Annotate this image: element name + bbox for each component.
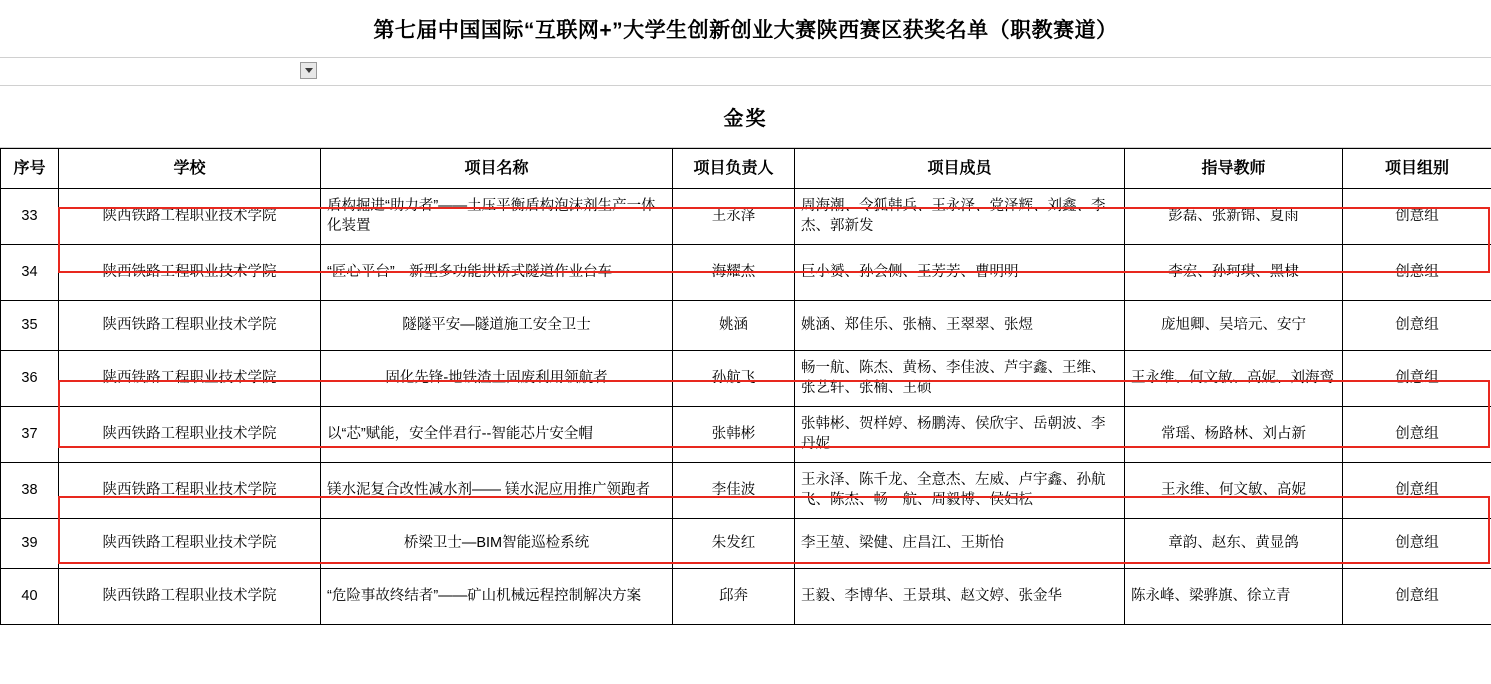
cell-school: 陕西铁路工程职业技术学院: [59, 351, 321, 407]
table-row: [1, 189, 1491, 245]
cell-group: 创意组: [1343, 407, 1491, 463]
cell-teachers: 彭磊、张新锦、夏雨: [1125, 189, 1343, 245]
cell-teachers: 王永维、何文敏、高妮、刘海鸾: [1125, 351, 1343, 407]
table-row: [1, 301, 1491, 351]
title-band: [0, 0, 1491, 58]
column-header-group: 项目组别: [1343, 149, 1491, 189]
table-row: [1, 245, 1491, 301]
cell-members: 王毅、李博华、王景琪、赵文婷、张金华: [795, 569, 1125, 625]
cell-project: 固化先锋-地铁渣土固废利用领航者: [321, 351, 673, 407]
column-header-teacher: 指导教师: [1125, 149, 1343, 189]
cell-index: 37: [1, 407, 59, 463]
award-section-band: [0, 86, 1491, 148]
table-row: [1, 463, 1491, 519]
table-row: [1, 519, 1491, 569]
cell-leader: 邱奔: [673, 569, 795, 625]
cell-school: 陕西铁路工程职业技术学院: [59, 189, 321, 245]
marker-row: [0, 58, 1491, 86]
cell-leader: 张韩彬: [673, 407, 795, 463]
column-header-project: 项目名称: [321, 149, 673, 189]
cell-index: 34: [1, 245, 59, 301]
cell-teachers: 常瑶、杨路林、刘占新: [1125, 407, 1343, 463]
cell-teachers: 陈永峰、梁骅旗、徐立青: [1125, 569, 1343, 625]
cell-teachers: 王永维、何文敏、高妮: [1125, 463, 1343, 519]
cell-teachers: 庞旭卿、吴培元、安宁: [1125, 301, 1343, 351]
cell-group: 创意组: [1343, 189, 1491, 245]
cell-school: 陕西铁路工程职业技术学院: [59, 519, 321, 569]
cell-group: 创意组: [1343, 519, 1491, 569]
cell-group: 创意组: [1343, 301, 1491, 351]
column-header-index: 序号: [1, 149, 59, 189]
cell-group: 创意组: [1343, 569, 1491, 625]
chevron-down-icon[interactable]: [300, 62, 317, 79]
cell-index: 33: [1, 189, 59, 245]
cell-index: 40: [1, 569, 59, 625]
award-section-title: 金奖: [723, 108, 768, 130]
caret-shape: [305, 68, 313, 73]
cell-school: 陕西铁路工程职业技术学院: [59, 407, 321, 463]
cell-group: 创意组: [1343, 463, 1491, 519]
cell-school: 陕西铁路工程职业技术学院: [59, 301, 321, 351]
cell-leader: 李佳波: [673, 463, 795, 519]
cell-members: 畅一航、陈杰、黄杨、李佳波、芦宇鑫、王维、张艺轩、张楠、王硕: [795, 351, 1125, 407]
winners-table: [0, 148, 1491, 625]
cell-teachers: 李宏、孙珂琪、黑棣: [1125, 245, 1343, 301]
table-row: [1, 351, 1491, 407]
cell-members-text: 王永泽、陈千龙、全意杰、左威、卢宇鑫、孙航飞、陈杰、畅一航、周毅博、侯妇枟: [801, 471, 1106, 508]
cell-members: 李王堃、梁健、庄昌江、王斯怡: [795, 519, 1125, 569]
cell-leader: 王永泽: [673, 189, 795, 245]
page-title: 第七届中国国际“互联网+”大学生创新创业大赛陕西赛区获奖名单（职教赛道）: [373, 18, 1118, 42]
cell-members: [795, 463, 1125, 519]
cell-school: 陕西铁路工程职业技术学院: [59, 245, 321, 301]
column-header-leader: 项目负责人: [673, 149, 795, 189]
cell-project: 盾构掘进“助力者”——土压平衡盾构泡沫剂生产一体化装置: [321, 189, 673, 245]
table-row: [1, 407, 1491, 463]
table-header-row: [1, 149, 1491, 189]
cell-leader: 朱发红: [673, 519, 795, 569]
cell-members: 巨小赟、孙会侧、王芳芳、曹明明: [795, 245, 1125, 301]
cell-school: 陕西铁路工程职业技术学院: [59, 569, 321, 625]
cell-group: 创意组: [1343, 245, 1491, 301]
cell-index: 36: [1, 351, 59, 407]
table-row: [1, 569, 1491, 625]
cell-project: 桥梁卫士—BIM智能巡检系统: [321, 519, 673, 569]
cell-members: 张韩彬、贺样婷、杨鹏涛、侯欣宇、岳朝波、李丹妮: [795, 407, 1125, 463]
cell-project: 隧隧平安—隧道施工安全卫士: [321, 301, 673, 351]
column-header-school: 学校: [59, 149, 321, 189]
cell-project: “匠心平台”—新型多功能拱桥式隧道作业台车: [321, 245, 673, 301]
cell-group: 创意组: [1343, 351, 1491, 407]
cell-leader: 海耀杰: [673, 245, 795, 301]
cell-teachers: 章韵、赵东、黄显鸽: [1125, 519, 1343, 569]
cell-project: 以“芯”赋能，安全伴君行--智能芯片安全帽: [321, 407, 673, 463]
cell-members: 姚涵、郑佳乐、张楠、王翠翠、张煜: [795, 301, 1125, 351]
cell-index: 38: [1, 463, 59, 519]
cell-index: 39: [1, 519, 59, 569]
cell-leader: 孙航飞: [673, 351, 795, 407]
column-header-members: 项目成员: [795, 149, 1125, 189]
cell-school: 陕西铁路工程职业技术学院: [59, 463, 321, 519]
cell-index: 35: [1, 301, 59, 351]
cell-members: 周海潮、令狐韩兵、王永泽、党泽辉、刘鑫、李杰、郭新发: [795, 189, 1125, 245]
cell-leader: 姚涵: [673, 301, 795, 351]
cell-project: 镁水泥复合改性减水剂—— 镁水泥应用推广领跑者: [321, 463, 673, 519]
cell-project: “危险事故终结者”——矿山机械远程控制解决方案: [321, 569, 673, 625]
